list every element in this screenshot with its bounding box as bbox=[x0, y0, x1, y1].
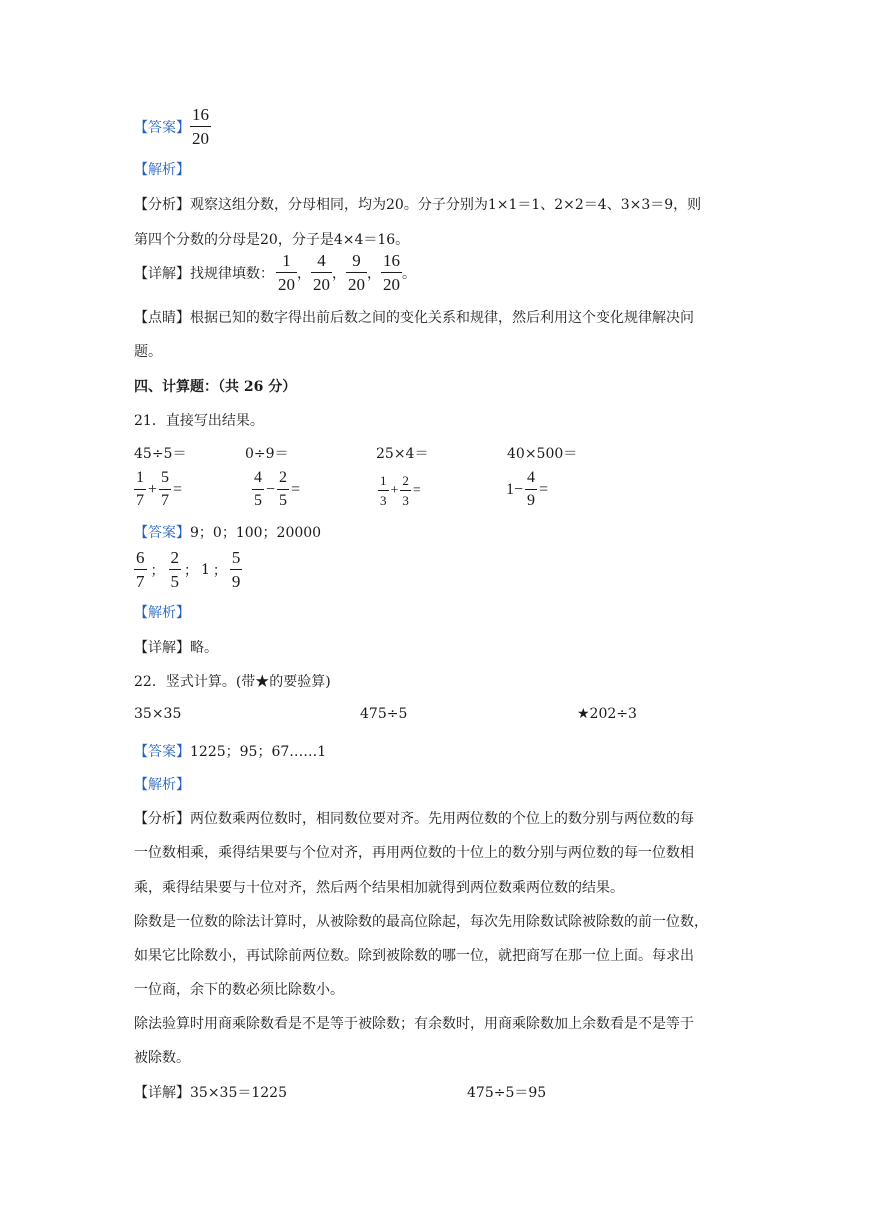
q22-title: 22．竖式计算。(带★的要验算) bbox=[134, 674, 331, 690]
seq-fraction-2: $\frac{4}{20}$ bbox=[313, 251, 330, 294]
fenxi-tag: 【分析】 bbox=[134, 197, 190, 213]
q21-problem-4: 40×500＝ bbox=[507, 446, 578, 462]
q21-problem-3: 25×4＝ bbox=[376, 446, 429, 462]
q22-problem-3: ★202÷3 bbox=[577, 706, 637, 722]
q20-answer bbox=[134, 106, 211, 147]
answer-fraction: $\frac{16}{20}$ bbox=[192, 105, 209, 148]
dianjing-tag: 【点睛】 bbox=[134, 310, 190, 326]
q21-problem-1: 45÷5＝ bbox=[134, 446, 187, 462]
answer-tag: 【答案】 bbox=[134, 744, 190, 760]
q21-frac-problem-2: $\frac{4}{5}$ − $\frac{2}{5}$ = bbox=[254, 469, 301, 509]
q20-fenxi-line1: 【分析】观察这组分数，分母相同，均为20。分子分别为1×1＝1、2×2＝4、3×3＝9，则 bbox=[134, 197, 702, 213]
seq-end: 。 bbox=[402, 265, 416, 282]
q22-p3-line1: 除法验算时用商乘除数看是不是等于被除数；有余数时，用商乘除数加上余数看是不是等于 bbox=[134, 1016, 694, 1032]
fenxi-tag: 【分析】 bbox=[134, 811, 190, 827]
q21-title: 21．直接写出结果。 bbox=[134, 413, 264, 429]
seq-fraction-4: $\frac{16}{20}$ bbox=[383, 251, 400, 294]
q22-p2-line3: 一位商，余下的数必须比除数小。 bbox=[134, 982, 344, 998]
q22-problem-1: 35×35 bbox=[134, 706, 182, 722]
q22-xiangjie-b: 475÷5＝95 bbox=[467, 1085, 547, 1101]
answer-tag: 【答案】 bbox=[134, 525, 190, 541]
q21-answer: 【答案】9；0；100；20000 bbox=[134, 525, 322, 541]
q21-frac-problem-4: 1− $\frac{4}{9}$ = bbox=[506, 469, 549, 509]
q22-p3-line2: 被除数。 bbox=[134, 1050, 190, 1066]
q20-xiangjie: 【详解】 找规律填数： $\frac{1}{20}$ ， $\frac{4}{20}$ ， $\frac{9}{20}$ ， $\frac{16}{20}$ 。 bbox=[134, 251, 416, 294]
seq-fraction-3: $\frac{9}{20}$ bbox=[348, 251, 365, 294]
answer-tag: 【答案】 bbox=[134, 119, 190, 136]
seq-sep: ， bbox=[332, 265, 346, 282]
q22-fenxi-line1: 【分析】两位数乘两位数时，相同数位要对齐。先用两位数的个位上的数分别与两位数的每 bbox=[134, 811, 694, 827]
q22-problem-2: 475÷5 bbox=[360, 706, 408, 722]
q21-frac-problem-3: $\frac{1}{3}$ + $\frac{2}{3}$ = bbox=[380, 473, 421, 508]
q22-xiangjie-a: 【详解】35×35＝1225 bbox=[134, 1085, 287, 1101]
q20-dianjing-line2: 题。 bbox=[134, 344, 162, 360]
q22-jiexi-tag: 【解析】 bbox=[134, 777, 190, 793]
seq-sep: ， bbox=[367, 265, 381, 282]
q21-xiangjie: 【详解】略。 bbox=[134, 640, 218, 656]
seq-fraction-1: $\frac{1}{20}$ bbox=[278, 251, 295, 294]
section-title: 四、计算题：（共 26 分） bbox=[134, 379, 297, 395]
q20-fenxi-line2: 第四个分数的分母是20，分子是4×4＝16。 bbox=[134, 232, 410, 248]
xiangjie-tag: 【详解】 bbox=[134, 1085, 190, 1101]
q21-frac-problem-1: $\frac{1}{7}$ + $\frac{5}{7}$ = bbox=[136, 469, 183, 509]
q22-fenxi-line2: 一位数相乘，乘得结果要与个位对齐，再用两位数的十位上的数分别与两位数的每一位数相 bbox=[134, 845, 694, 861]
q21-answer-fractions: $\frac{6}{7}$ ； $\frac{2}{5}$ ； 1 ； $\frac{5}{9}$ bbox=[136, 548, 241, 591]
q22-p2-line2: 如果它比除数小，再试除前两位数。除到被除数的哪一位，就把商写在那一位上面。每求出 bbox=[134, 948, 694, 964]
q20-dianjing-line1: 【点睛】根据已知的数字得出前后数之间的变化关系和规律，然后利用这个变化规律解决问 bbox=[134, 310, 694, 326]
q21-problem-2: 0÷9＝ bbox=[245, 446, 289, 462]
q22-answer: 【答案】1225；95；67……1 bbox=[134, 744, 327, 760]
q22-p2-line1: 除数是一位数的除法计算时，从被除数的最高位除起，每次先用除数试除被除数的前一位数， bbox=[134, 914, 708, 930]
xiangjie-tag: 【详解】 bbox=[134, 265, 190, 282]
q22-fenxi-line3: 乘，乘得结果要与十位对齐，然后两个结果相加就得到两位数乘两位数的结果。 bbox=[134, 880, 624, 896]
seq-sep: ， bbox=[297, 265, 311, 282]
q20-jiexi-tag: 【解析】 bbox=[134, 162, 190, 178]
q21-jiexi-tag: 【解析】 bbox=[134, 605, 190, 621]
xiangjie-tag: 【详解】 bbox=[134, 640, 190, 656]
